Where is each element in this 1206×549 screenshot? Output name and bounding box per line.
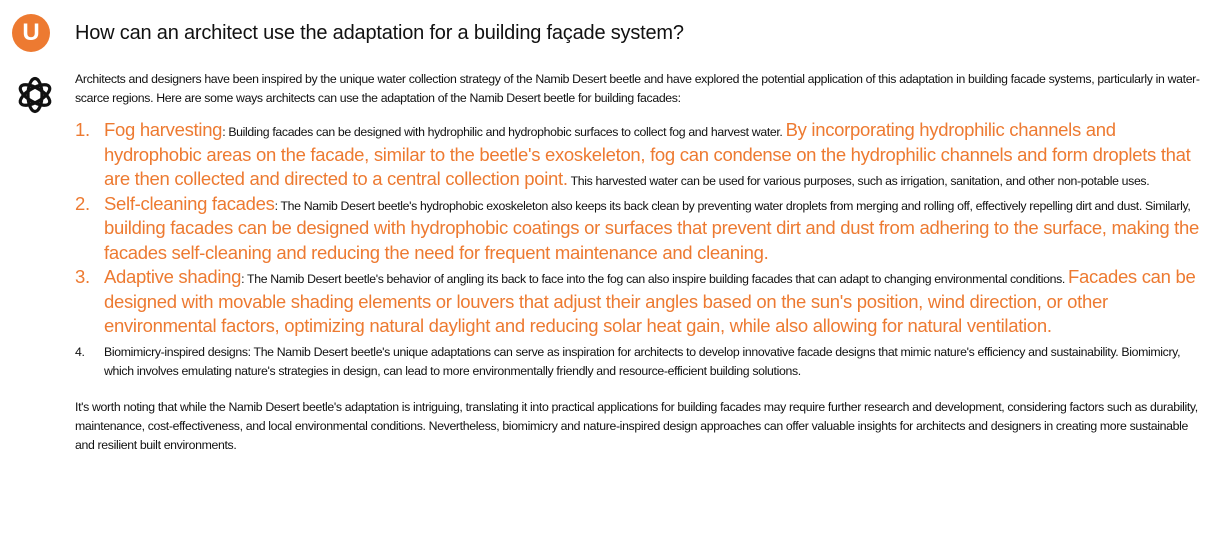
list-item [75, 192, 1200, 266]
list-number: 2. [75, 192, 90, 214]
point-text: : The Namib Desert beetle's behavior of angling its back to face into the fog can also inspire building facades that can adapt to changing environmental conditions. [241, 272, 1069, 286]
point-title: Self-cleaning facades [104, 192, 275, 214]
user-avatar: U [12, 14, 50, 52]
point-title: Adaptive shading [104, 266, 242, 287]
list-item [75, 343, 1200, 381]
list-number: 1. [75, 119, 90, 140]
point-highlight: By incorporating hydrophilic channels and hydrophobic areas on the facade, similar to the beetle's exoskeleton, fog can condense on the hydrophilic channels and form droplets that are then collected and directed to a central collection point. [104, 119, 1191, 189]
list-item [75, 118, 1200, 192]
point-text: : The Namib Desert beetle's hydrophobic exoskeleton also keeps its back clean by preventing water droplets from merging and rolling off, effectively repelling dirt and dust. Similarly, [274, 198, 1191, 213]
list-number: 3. [75, 266, 90, 287]
list-item [75, 265, 1200, 339]
list-number: 4. [75, 344, 85, 359]
answer-closing: It's worth noting that while the Namib Desert beetle's adaptation is intriguing, translating it into practical applications for building facades may require further research and development, considering factors such as durability, maintenance, cost-effectiveness, and local environmental conditions. Nevertheless, biomimicry and nature-inspired design approaches can offer valuable insights for architects and designers in creating more sustainable and resilient built environments. [75, 399, 1198, 452]
point-title: Fog harvesting [104, 119, 223, 140]
point-text-end: This harvested water can be used for various purposes, such as irrigation, sanitation, and other non-potable uses. [567, 174, 1150, 188]
assistant-answer [75, 70, 1200, 455]
point-highlight: Facades can be designed with movable shading elements or louvers that adjust their angles based on the sun's position, wind direction, or other environmental factors, optimizing natural daylight and reducing solar heat gain, while also allowing for natural ventilation. [104, 266, 1196, 336]
user-message [12, 14, 684, 52]
answer-intro: Architects and designers have been inspired by the unique water collection strategy of the Namib Desert beetle and have explored the potential application of this adaptation in building facade systems, particularly in water-scarce regions. Here are some ways architects can use the adaptation of the Namib Desert beetle for building facades: [75, 72, 1200, 105]
point-text: : Building facades can be designed with hydrophilic and hydrophobic surfaces to collect fog and harvest water. [222, 125, 786, 139]
answer-points-list [75, 118, 1200, 381]
openai-logo-icon [14, 74, 56, 116]
user-question: How can an architect use the adaptation for a building façade system? [75, 21, 684, 44]
point-highlight: building facades can be designed with hydrophobic coatings or surfaces that prevent dirt and dust from adhering to the surface, making the facades self-cleaning and reducing the need for frequent maintenance and cleaning. [104, 217, 1199, 263]
point-text: Biomimicry-inspired designs: The Namib Desert beetle's unique adaptations can serve as inspiration for architects to develop innovative facade designs that mimic nature's efficiency and sustainability. Biomimicry, which involves emulating nature's strategies in design, can lead to more environmentally friendly and resource-efficient building solutions. [104, 344, 1181, 378]
